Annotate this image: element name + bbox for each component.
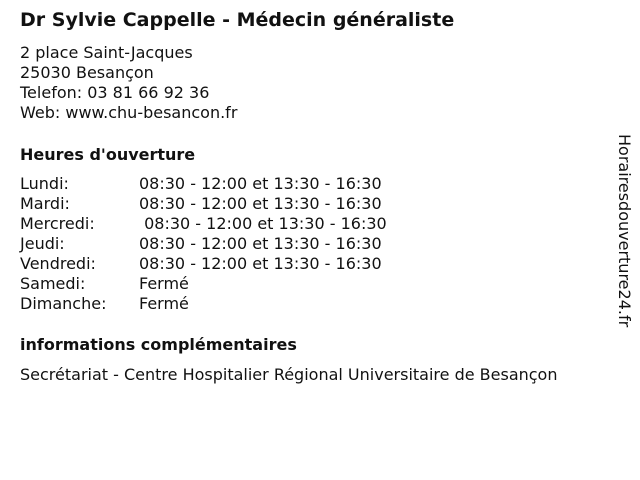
hours-row-thursday	[20, 234, 387, 254]
day-label: Mercredi:	[20, 214, 95, 233]
hours-row-sunday	[20, 294, 387, 314]
time-value: 08:30 - 12:00 et 13:30 - 16:30	[139, 234, 382, 253]
day-label: Lundi:	[20, 174, 69, 193]
phone-number: Telefon: 03 81 66 92 36	[20, 83, 210, 102]
info-heading: informations complémentaires	[20, 335, 297, 354]
hours-row-friday	[20, 254, 387, 274]
site-watermark	[611, 134, 637, 344]
hours-row-tuesday	[20, 194, 387, 214]
time-value: 08:30 - 12:00 et 13:30 - 16:30	[139, 174, 382, 193]
website-link[interactable]: Web: www.chu-besancon.fr	[20, 103, 238, 122]
address-city: 25030 Besançon	[20, 63, 154, 82]
day-label: Vendredi:	[20, 254, 96, 273]
hours-heading: Heures d'ouverture	[20, 145, 196, 164]
time-value: 08:30 - 12:00 et 13:30 - 16:30	[139, 214, 387, 233]
watermark-text: Horairesdouverture24.fr	[615, 134, 634, 328]
day-label: Jeudi:	[20, 234, 65, 253]
day-label: Mardi:	[20, 194, 70, 213]
day-label: Dimanche:	[20, 294, 107, 313]
info-text: Secrétariat - Centre Hospitalier Régional Universitaire de Besançon	[20, 365, 558, 384]
time-value: 08:30 - 12:00 et 13:30 - 16:30	[139, 254, 382, 273]
day-label: Samedi:	[20, 274, 86, 293]
address-block	[20, 43, 237, 123]
hours-row-saturday	[20, 274, 387, 294]
time-value: Fermé	[139, 274, 189, 293]
address-street: 2 place Saint-Jacques	[20, 43, 193, 62]
hours-row-wednesday	[20, 214, 387, 234]
time-value: Fermé	[139, 294, 189, 313]
page-title: Dr Sylvie Cappelle - Médecin généraliste	[20, 9, 455, 31]
time-value: 08:30 - 12:00 et 13:30 - 16:30	[139, 194, 382, 213]
hours-row-monday	[20, 174, 387, 194]
opening-hours-table	[20, 174, 387, 314]
